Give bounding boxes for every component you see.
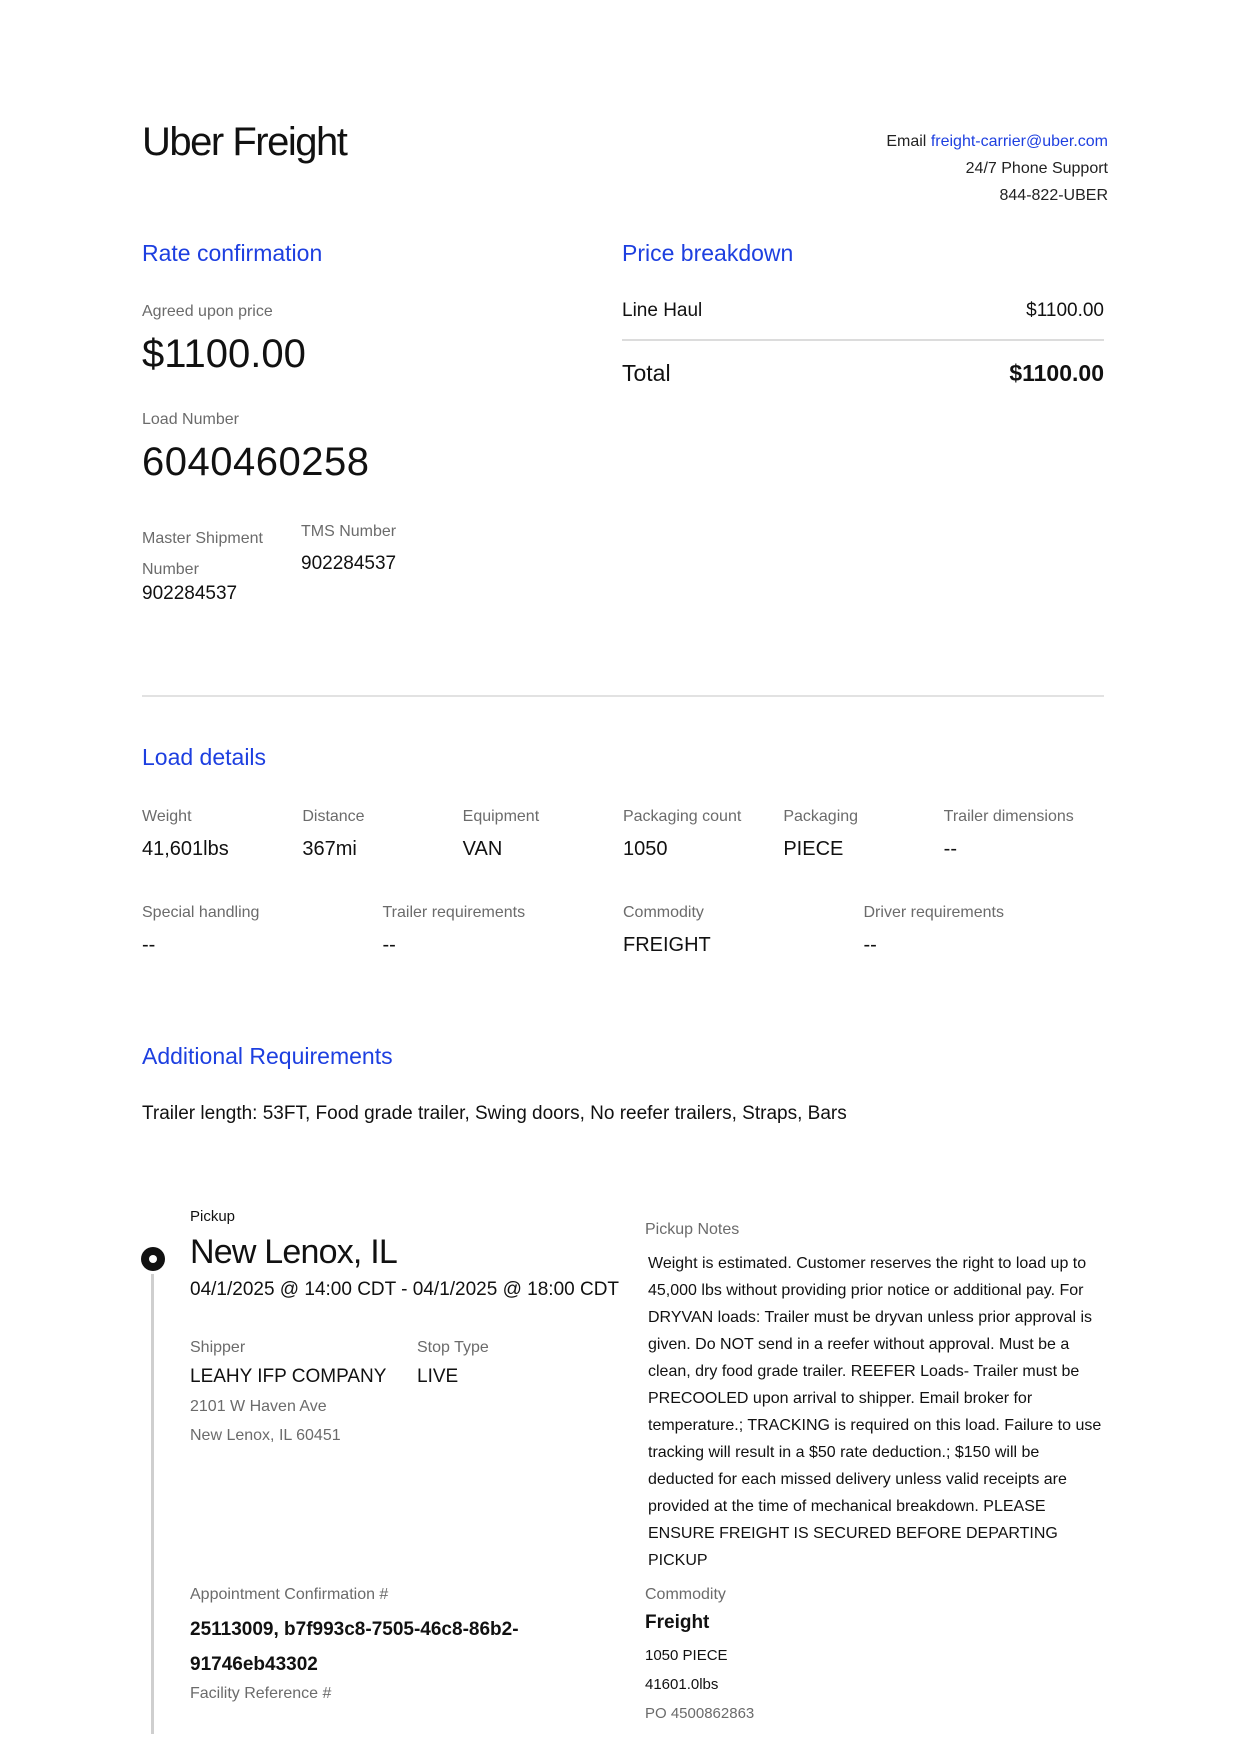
load-details-row1	[142, 808, 1104, 861]
uber-freight-logo: Uber Freight	[142, 120, 347, 164]
appointment-confirmation-value	[190, 1612, 519, 1682]
stop-commodity-label: Commodity	[645, 1586, 726, 1603]
trailer-dimensions-label: Trailer dimensions	[943, 808, 1074, 825]
equipment-value: VAN	[462, 838, 503, 860]
email-label: Email	[886, 133, 927, 150]
total-label: Total	[622, 360, 671, 386]
stop-po-number: PO 4500862863	[645, 1705, 755, 1722]
commodity-label: Commodity	[623, 904, 704, 921]
packaging-label: Packaging	[783, 808, 859, 825]
weight-cell	[142, 808, 302, 861]
contact-block	[886, 128, 1108, 209]
driver-requirements-cell	[864, 904, 1105, 957]
email-link[interactable]: freight-carrier@uber.com	[930, 133, 1108, 150]
phone-label: 24/7 Phone Support	[965, 160, 1108, 177]
total-row	[622, 360, 1104, 387]
shipper-address-line2: New Lenox, IL 60451	[190, 1427, 341, 1444]
load-number-value: 6040460258	[142, 440, 370, 484]
equipment-label: Equipment	[462, 808, 540, 825]
load-number-label: Load Number	[142, 411, 239, 428]
tms-number-label: TMS Number	[301, 523, 397, 540]
additional-requirements-text: Trailer length: 53FT, Food grade trailer, Swing doors, No reefer trailers, Straps, Bars	[142, 1103, 847, 1124]
appointment-confirmation-line1: 25113009, b7f993c8-7505-46c8-86b2-	[190, 1619, 519, 1640]
price-divider	[622, 339, 1104, 341]
additional-requirements-title: Additional Requirements	[142, 1043, 393, 1069]
distance-cell	[302, 808, 462, 861]
total-value: $1100.00	[1009, 360, 1104, 386]
load-details-title: Load details	[142, 744, 267, 770]
rate-confirmation-title: Rate confirmation	[142, 240, 323, 266]
driver-requirements-value: --	[863, 934, 877, 956]
commodity-value: FREIGHT	[623, 934, 711, 956]
packaging-count-value: 1050	[622, 838, 668, 860]
stop-commodity-weight: 41601.0lbs	[645, 1676, 719, 1693]
email-line	[886, 128, 1108, 155]
master-shipment-label-line1: Master Shipment	[142, 530, 263, 547]
pickup-notes-text: Weight is estimated. Customer reserves the right to load up to 45,000 lbs without providing prior notice or additional pay. For DRYVAN loads: Trailer must be dryvan unless prior approval is given. Do NOT send in a reefer without approval. Must be a clean, dry food grade trailer. REEFER Loads- Trailer must be PRECOOLED upon arrival to shipper. Email broker for temperature.; TRACKING is required on this load. Failure to use tracking will result in a $50 rate deduction.; $150 will be deducted for each missed delivery unless valid receipts are provided at the time of mechanical breakdown. PLEASE ENSURE FREIGHT IS SECURED BEFORE DEPARTING PICKUP	[648, 1255, 1102, 1569]
weight-value: 41,601lbs	[142, 838, 229, 860]
pickup-notes-label: Pickup Notes	[645, 1221, 740, 1238]
appointment-confirmation-label: Appointment Confirmation #	[190, 1586, 389, 1603]
equipment-cell	[463, 808, 623, 861]
trailer-requirements-value: --	[382, 934, 396, 956]
driver-requirements-label: Driver requirements	[863, 904, 1004, 921]
special-handling-cell	[142, 904, 383, 957]
tms-number-value: 902284537	[301, 553, 397, 574]
shipper-name: LEAHY IFP COMPANY	[190, 1366, 387, 1387]
special-handling-value: --	[142, 934, 156, 956]
appointment-confirmation-line2: 91746eb43302	[190, 1654, 318, 1675]
line-haul-label: Line Haul	[622, 300, 703, 321]
stop-type-value: LIVE	[417, 1366, 459, 1387]
pickup-city: New Lenox, IL	[190, 1233, 397, 1271]
line-haul-value: $1100.00	[1026, 300, 1104, 321]
shipper-address-line1: 2101 W Haven Ave	[190, 1398, 327, 1415]
section-divider	[142, 695, 1104, 697]
stop-commodity-name: Freight	[645, 1612, 710, 1633]
trailer-requirements-cell	[383, 904, 624, 957]
stop-commodity-count: 1050 PIECE	[645, 1647, 728, 1664]
pickup-stop-marker	[141, 1247, 165, 1271]
packaging-cell	[783, 808, 943, 861]
distance-value: 367mi	[302, 838, 357, 860]
price-breakdown-title: Price breakdown	[622, 240, 794, 266]
line-haul-row	[622, 300, 1104, 322]
shipper-label: Shipper	[190, 1339, 246, 1356]
trailer-dimensions-cell	[944, 808, 1104, 861]
agreed-price-label: Agreed upon price	[142, 303, 273, 320]
agreed-price-value: $1100.00	[142, 332, 306, 376]
special-handling-label: Special handling	[142, 904, 260, 921]
trailer-requirements-label: Trailer requirements	[382, 904, 526, 921]
packaging-count-cell	[623, 808, 783, 861]
stop-timeline-line	[151, 1274, 154, 1734]
packaging-count-label: Packaging count	[622, 808, 742, 825]
pickup-window: 04/1/2025 @ 14:00 CDT - 04/1/2025 @ 18:00 CDT	[190, 1279, 620, 1300]
master-shipment-label	[142, 523, 263, 585]
distance-label: Distance	[302, 808, 365, 825]
packaging-value: PIECE	[783, 838, 844, 860]
stop-type-label: Stop Type	[417, 1339, 489, 1356]
trailer-dimensions-value: --	[943, 838, 957, 860]
facility-reference-label: Facility Reference #	[190, 1685, 332, 1702]
commodity-cell	[623, 904, 864, 957]
weight-label: Weight	[142, 808, 192, 825]
pickup-stop-label: Pickup	[190, 1208, 236, 1225]
load-details-row2	[142, 904, 1104, 957]
master-shipment-label-line2: Number	[142, 561, 199, 578]
phone-number: 844-822-UBER	[999, 187, 1108, 204]
master-shipment-value: 902284537	[142, 583, 238, 604]
